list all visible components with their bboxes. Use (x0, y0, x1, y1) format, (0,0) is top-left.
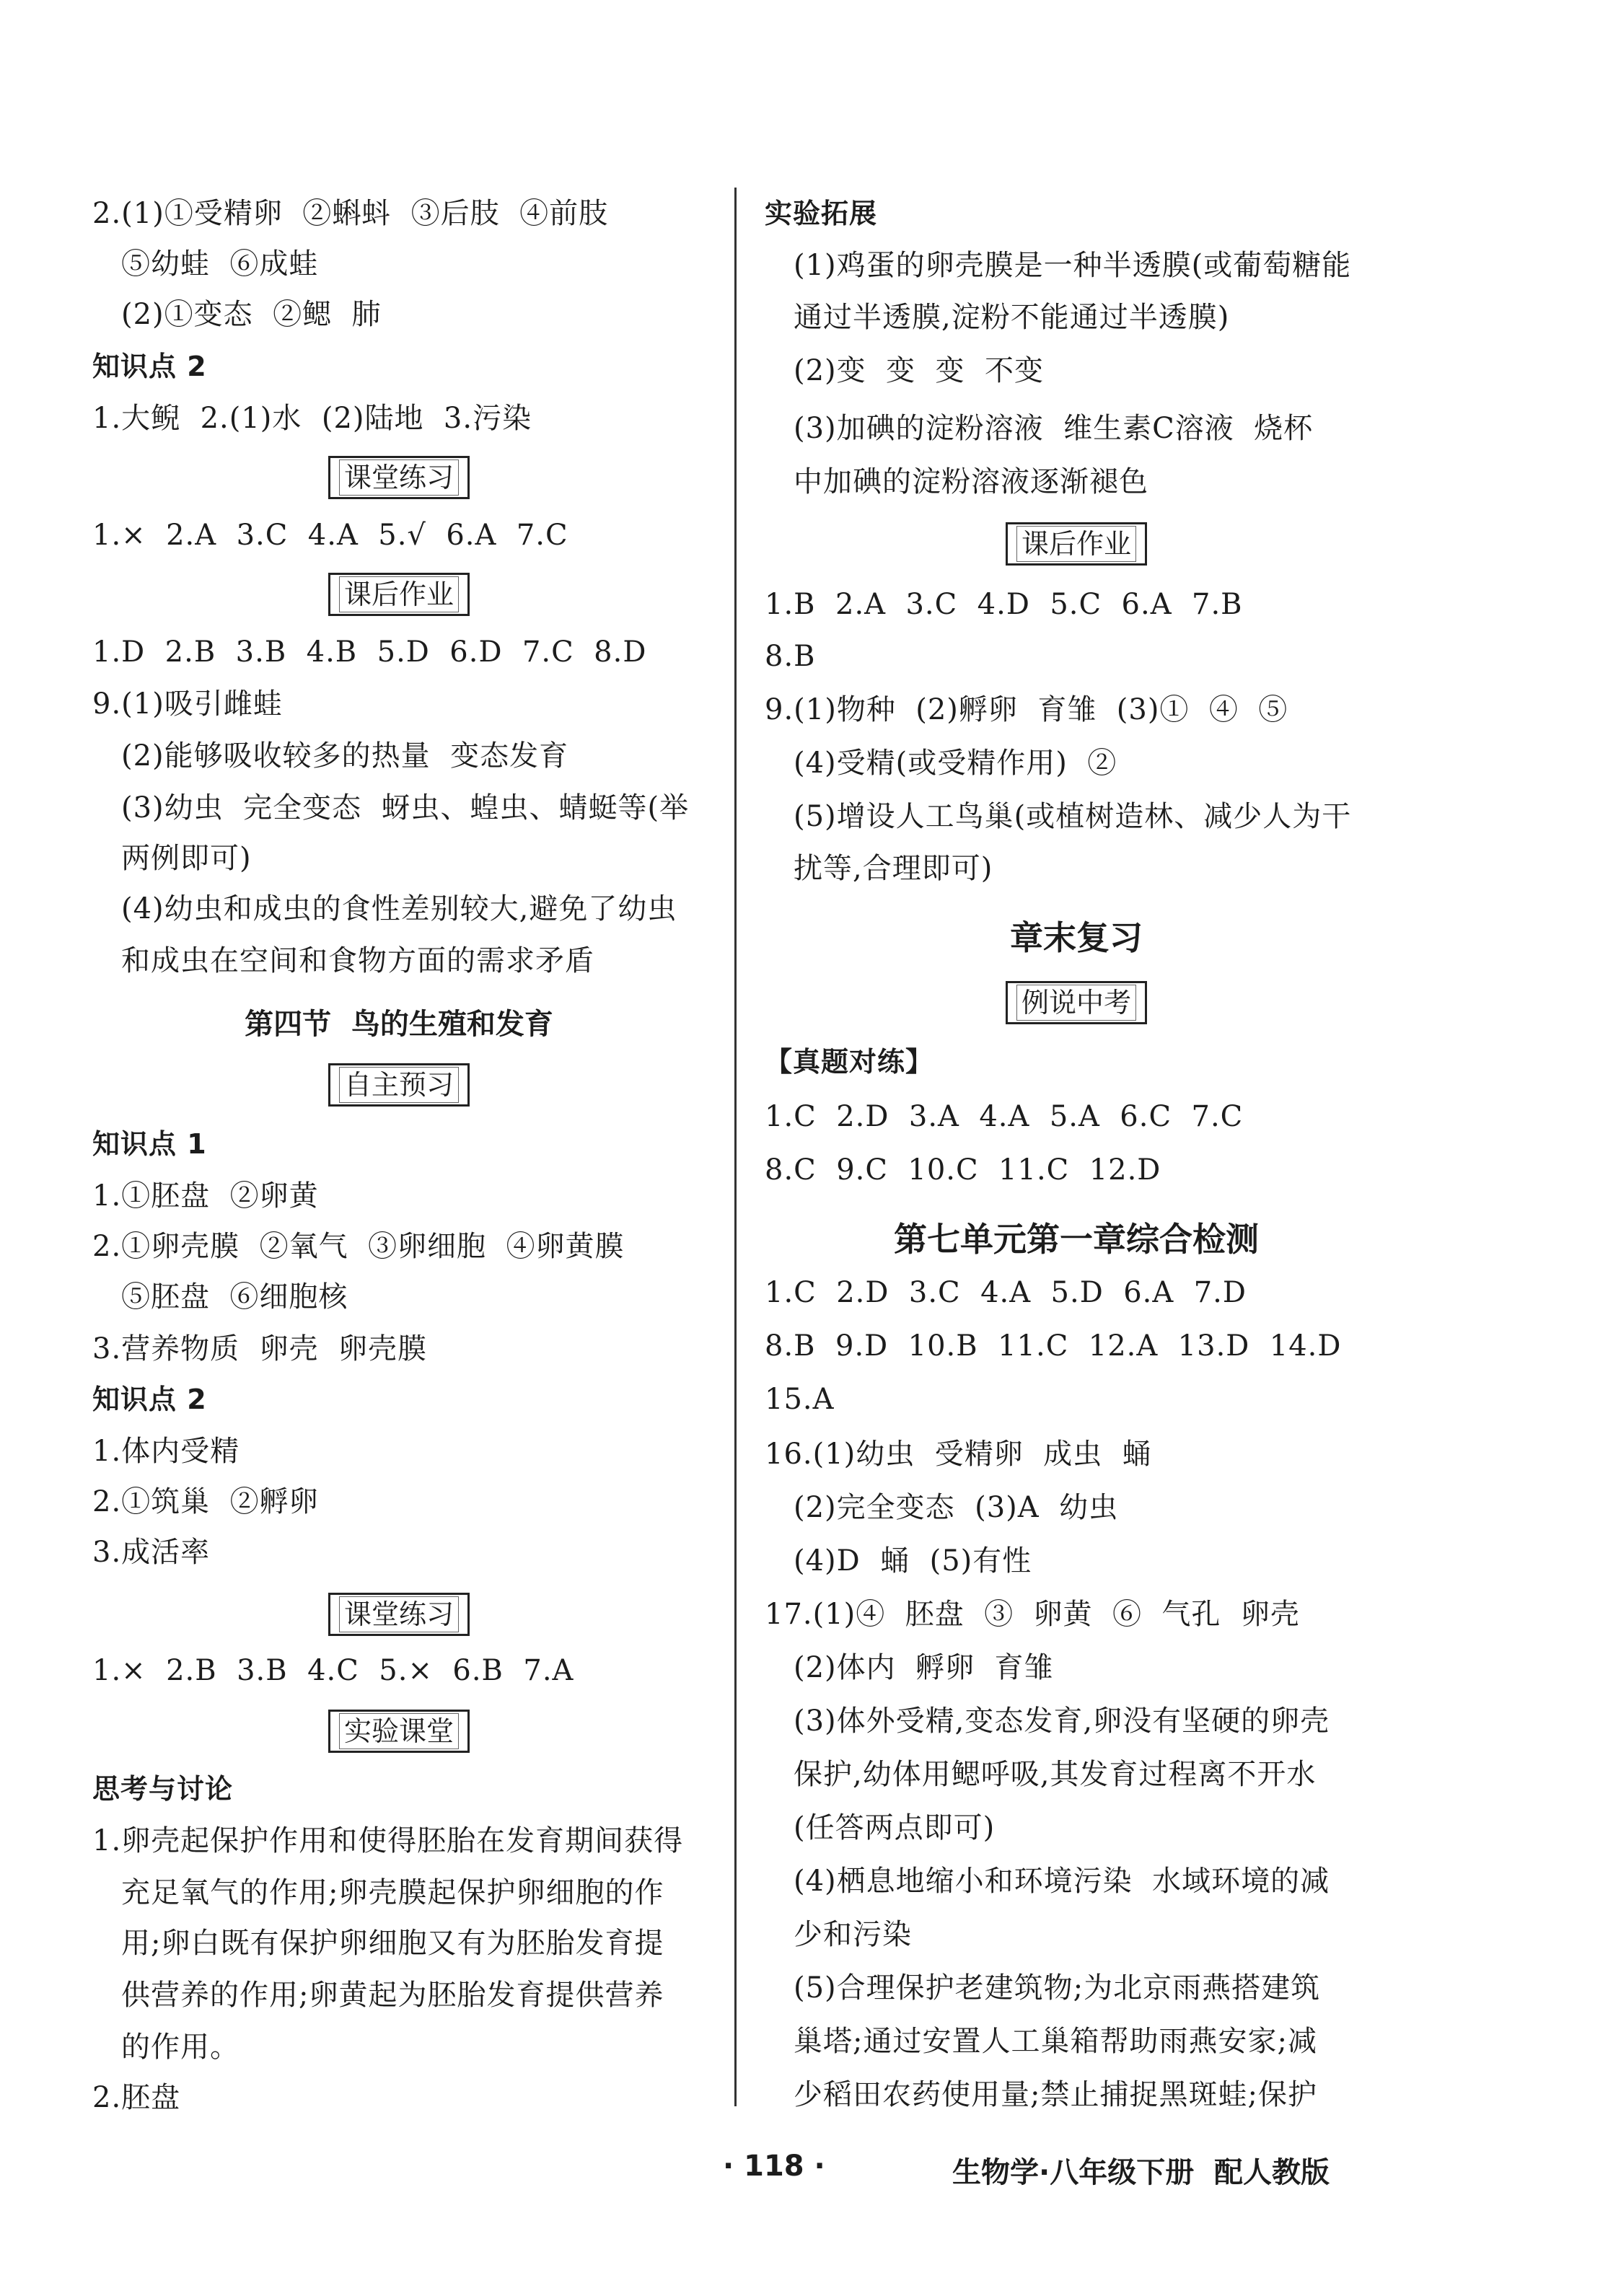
answer-line: (5)合理保护老建筑物;为北京雨燕搭建筑 (794, 1971, 1321, 2005)
answer-line: 1.× 2.A 3.C 4.A 5.√ 6.A 7.C (92, 519, 568, 552)
answer-line: 1.大鲵 2.(1)水 (2)陆地 3.污染 (92, 402, 532, 435)
answer-line: 2.①卵壳膜 ②氧气 ③卵细胞 ④卵黄膜 (92, 1230, 625, 1263)
answer-line: 1.卵壳起保护作用和使得胚胎在发育期间获得 (92, 1824, 684, 1857)
subsection-heading: 实验拓展 (765, 198, 878, 229)
answer-line: 中加碘的淀粉溶液逐渐褪色 (794, 465, 1148, 498)
answer-line: 9.(1)吸引雌蛙 (92, 687, 283, 721)
answer-line: (3)加碘的淀粉溶液 维生素C溶液 烧杯 (794, 412, 1314, 445)
answer-line: 少稻田农药使用量;禁止捕捉黑斑蛙;保护 (794, 2078, 1317, 2111)
section-box-self-preview: 自主预习 (328, 1063, 470, 1107)
answer-line: 保护,幼体用鳃呼吸,其发育过程离不开水 (794, 1758, 1317, 1791)
page-number: · 118 · (723, 2150, 825, 2183)
answer-line: 1.C 2.D 3.C 4.A 5.D 6.A 7.D (765, 1276, 1247, 1309)
answer-line: 通过半透膜,淀粉不能通过半透膜) (794, 301, 1230, 334)
answer-line: (4)幼虫和成虫的食性差别较大,避免了幼虫 (121, 892, 677, 925)
section-box-homework: 课后作业 (1006, 522, 1147, 566)
answer-line: (2)①变态 ②鳃 肺 (121, 298, 382, 331)
answer-line: 1.× 2.B 3.B 4.C 5.× 6.B 7.A (92, 1654, 574, 1687)
answer-line: 1.D 2.B 3.B 4.B 5.D 6.D 7.C 8.D (92, 635, 647, 669)
answer-line: (任答两点即可) (794, 1811, 996, 1844)
section-box-experiment: 实验课堂 (328, 1710, 470, 1753)
answer-line: 两例即可) (121, 842, 252, 875)
section-box-classroom-practice: 课堂练习 (328, 456, 470, 499)
answer-line: ⑤幼蛙 ⑥成蛙 (121, 247, 319, 281)
answer-line: 的作用。 (121, 2031, 240, 2064)
answer-line: 少和污染 (794, 1918, 912, 1951)
answer-line: 和成虫在空间和食物方面的需求矛盾 (121, 944, 594, 977)
section-box-homework: 课后作业 (328, 573, 470, 616)
answer-line: 扰等,合理即可) (794, 852, 993, 885)
section-title: 第四节 鸟的生殖和发育 (245, 1008, 553, 1041)
knowledge-point-heading: 知识点 2 (92, 351, 207, 382)
answer-line: 1.B 2.A 3.C 4.D 5.C 6.A 7.B (765, 588, 1243, 621)
answer-line: (2)体内 孵卵 育雏 (794, 1651, 1054, 1684)
answer-line: 2.胚盘 (92, 2081, 181, 2114)
answer-line: (4)D 蛹 (5)有性 (794, 1544, 1032, 1578)
answer-line: 2.①筑巢 ②孵卵 (92, 1485, 319, 1518)
column-divider (734, 188, 737, 2106)
answer-line: 3.营养物质 卵壳 卵壳膜 (92, 1332, 428, 1365)
answer-line: (3)体外受精,变态发育,卵没有坚硬的卵壳 (794, 1705, 1330, 1738)
answer-line: 巢塔;通过安置人工巢箱帮助雨燕安家;减 (794, 2025, 1317, 2058)
answer-line: (5)增设人工鸟巢(或植树造林、减少人为干 (794, 800, 1352, 833)
answer-line: 供营养的作用;卵黄起为胚胎发育提供营养 (121, 1979, 664, 2012)
section-box-classroom-practice: 课堂练习 (328, 1593, 470, 1636)
answer-line: (4)受精(或受精作用) ② (794, 747, 1117, 780)
answer-line: (3)幼虫 完全变态 蚜虫、蝗虫、蜻蜓等(举 (121, 791, 690, 824)
answer-line: 8.C 9.C 10.C 11.C 12.D (765, 1153, 1161, 1187)
answer-line: 1.体内受精 (92, 1435, 240, 1468)
answer-line: 16.(1)幼虫 受精卵 成虫 蛹 (765, 1438, 1152, 1471)
chapter-review-title: 章末复习 (1010, 918, 1143, 957)
subsection-heading: 思考与讨论 (92, 1773, 234, 1805)
answer-line: 15.A (765, 1383, 835, 1416)
answer-line: (1)鸡蛋的卵壳膜是一种半透膜(或葡萄糖能 (794, 249, 1352, 282)
subsection-heading: 【真题对练】 (765, 1046, 934, 1078)
answer-line: (2)变 变 变 不变 (794, 354, 1044, 387)
answer-line: ⑤胚盘 ⑥细胞核 (121, 1280, 348, 1314)
answer-line: 1.C 2.D 3.A 4.A 5.A 6.C 7.C (765, 1100, 1244, 1133)
answer-line: (4)栖息地缩小和环境污染 水域环境的减 (794, 1865, 1330, 1898)
knowledge-point-heading: 知识点 1 (92, 1128, 207, 1160)
knowledge-point-heading: 知识点 2 (92, 1384, 207, 1415)
section-box-exam-examples: 例说中考 (1006, 981, 1147, 1024)
answer-line: 8.B (765, 640, 816, 673)
answer-line: 3.成活率 (92, 1536, 211, 1569)
answer-line: 17.(1)④ 胚盘 ③ 卵黄 ⑥ 气孔 卵壳 (765, 1598, 1300, 1631)
book-title: 生物学·八年级下册 配人教版 (952, 2156, 1330, 2189)
answer-line: (2)能够吸收较多的热量 变态发育 (121, 739, 569, 773)
answer-line: 8.B 9.D 10.B 11.C 12.A 13.D 14.D (765, 1329, 1342, 1363)
answer-line: 充足氧气的作用;卵壳膜起保护卵细胞的作 (121, 1876, 664, 1909)
answer-line: 用;卵白既有保护卵细胞又有为胚胎发育提 (121, 1927, 664, 1960)
answer-line: 9.(1)物种 (2)孵卵 育雏 (3)① ④ ⑤ (765, 693, 1288, 726)
unit-test-title: 第七单元第一章综合检测 (894, 1220, 1259, 1259)
answer-line: 2.(1)①受精卵 ②蝌蚪 ③后肢 ④前肢 (92, 197, 609, 230)
answer-line: (2)完全变态 (3)A 幼虫 (794, 1491, 1119, 1524)
answer-line: 1.①胚盘 ②卵黄 (92, 1179, 319, 1213)
